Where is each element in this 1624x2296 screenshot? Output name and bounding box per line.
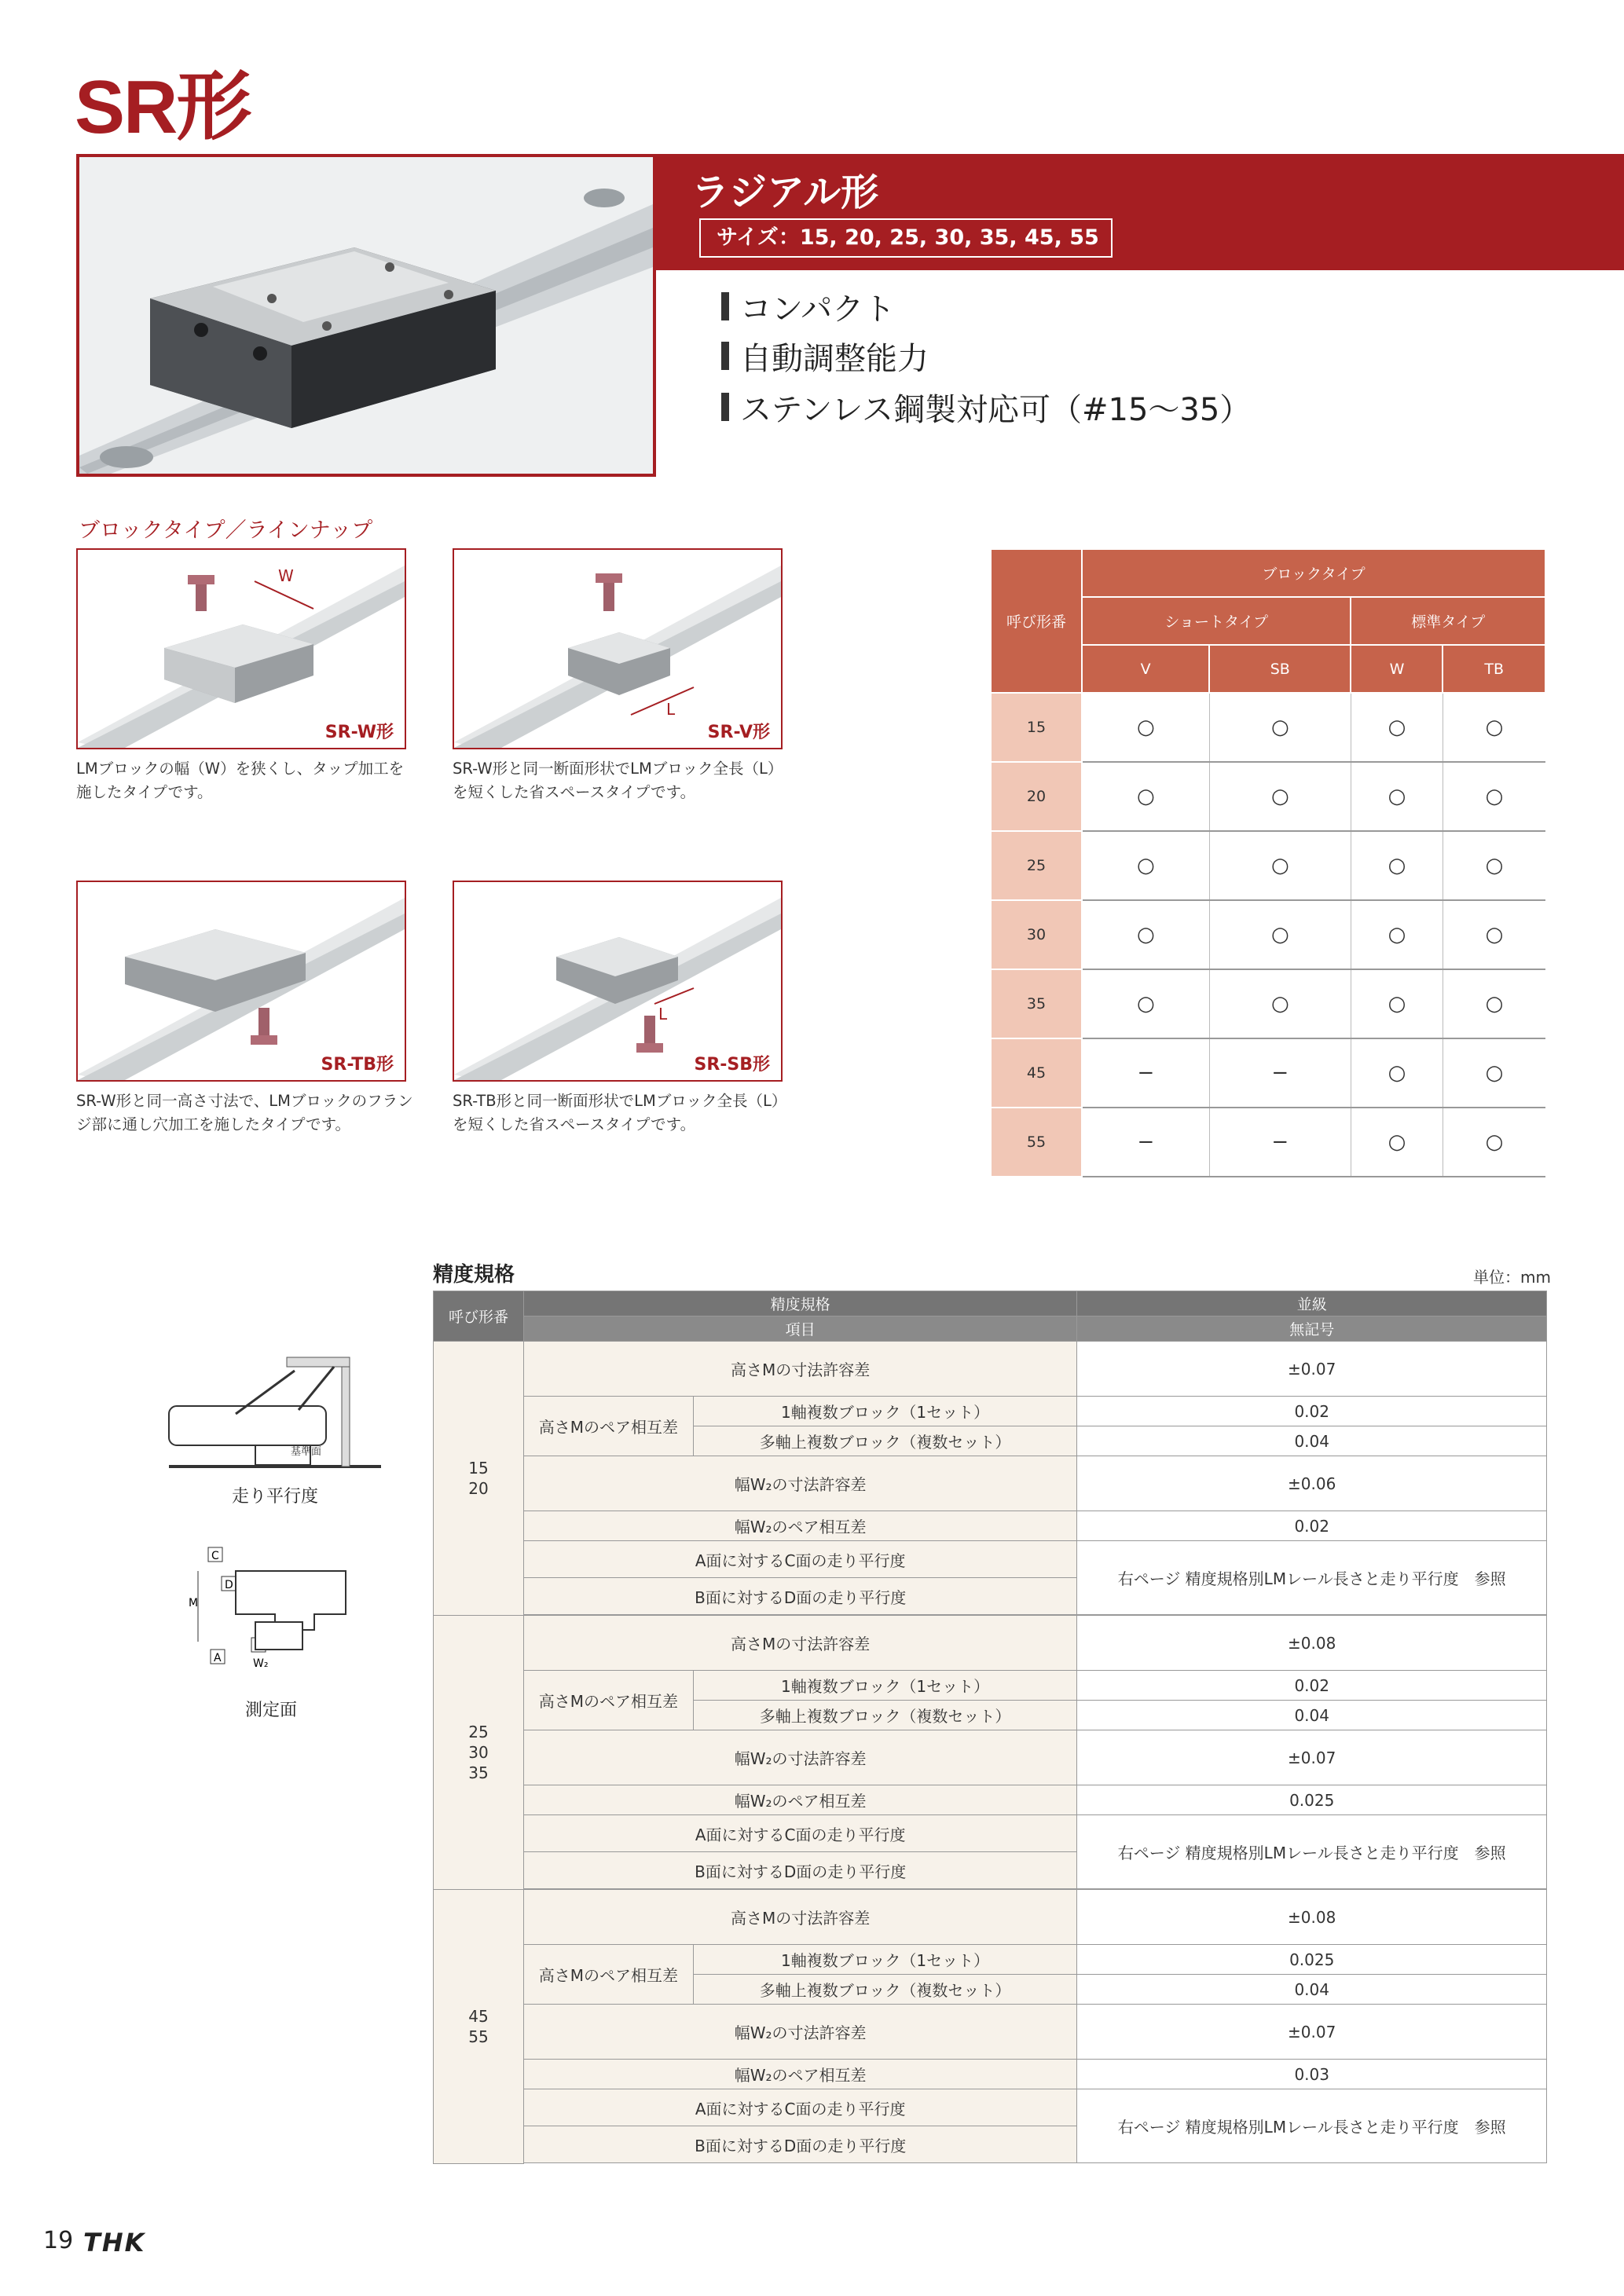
value-cell: 0.04	[1077, 1426, 1547, 1456]
page-number: 19	[43, 2227, 74, 2254]
block-image-sr-v	[453, 548, 783, 749]
item-label: A面に対するC面の走り平行度	[523, 1541, 1076, 1578]
brand-logo: THK	[83, 2228, 146, 2258]
item-label: 幅W₂の寸法許容差	[523, 2005, 1076, 2060]
availability-cell: −	[1209, 1038, 1351, 1108]
value-cell: 0.04	[1077, 1975, 1547, 2005]
block-description: SR-W形と同一高さ寸法で、LMブロックのフランジ部に通し穴加工を施したタイプです。	[76, 1092, 413, 1133]
svg-text:A: A	[214, 1652, 222, 1664]
model-sizes: 15 20	[434, 1342, 524, 1616]
item-label: 多軸上複数ブロック（複数セット）	[693, 1701, 1077, 1730]
availability-cell: ○	[1351, 1108, 1443, 1177]
table-row	[434, 2005, 1547, 2060]
block-label: SR-V形	[707, 723, 770, 742]
table-row	[434, 2089, 1547, 2126]
unit-label: 単位：mm	[1473, 1268, 1551, 1287]
table-row	[991, 831, 1545, 900]
measure-face-figure	[189, 1543, 361, 1680]
value-cell: ±0.08	[1077, 1616, 1547, 1671]
table-row	[434, 1541, 1547, 1578]
block-label: SR-TB形	[321, 1055, 394, 1075]
model-sizes: 45 55	[434, 1890, 524, 2164]
availability-cell: ○	[1351, 969, 1443, 1038]
block-label: SR-W形	[324, 723, 394, 742]
col-header: W	[1351, 645, 1443, 693]
table-row	[434, 1785, 1547, 1815]
block-description: SR-W形と同一断面形状でLMブロック全長（L）を短くした省スペースタイプです。	[453, 760, 783, 801]
item-label: 幅W₂の寸法許容差	[523, 1730, 1076, 1785]
model-sizes: 25 30 35	[434, 1616, 524, 1890]
value-cell: 0.04	[1077, 1701, 1547, 1730]
svg-text:D: D	[225, 1579, 233, 1591]
svg-text:M: M	[189, 1597, 199, 1609]
item-label: 高さMのペア相互差	[523, 1671, 693, 1730]
item-label: 1軸複数ブロック（1セット）	[693, 1945, 1077, 1975]
svg-text:L: L	[666, 700, 676, 719]
size-cell: 30	[991, 900, 1082, 969]
item-label: A面に対するC面の走り平行度	[523, 2089, 1076, 2126]
feature-item: 自動調整能力	[721, 334, 929, 379]
availability-cell: ○	[1209, 762, 1351, 831]
hero-product-image	[76, 154, 656, 477]
item-label: 1軸複数ブロック（1セット）	[693, 1671, 1077, 1701]
availability-cell: ○	[1351, 900, 1443, 969]
value-cell: ±0.07	[1077, 2005, 1547, 2060]
item-label: 高さMの寸法許容差	[523, 1890, 1076, 1945]
group-header: ブロックタイプ	[1082, 549, 1545, 597]
availability-cell: ○	[1443, 1038, 1545, 1108]
table-row	[434, 1511, 1547, 1541]
value-cell: 0.025	[1077, 1945, 1547, 1975]
item-label: 幅W₂のペア相互差	[523, 2060, 1076, 2089]
item-label: 高さMの寸法許容差	[523, 1342, 1076, 1397]
availability-cell: ○	[1443, 831, 1545, 900]
size-cell: 45	[991, 1038, 1082, 1108]
value-cell: 0.025	[1077, 1785, 1547, 1815]
item-label: B面に対するD面の走り平行度	[523, 2126, 1076, 2163]
table-row	[434, 1890, 1547, 1945]
table-row	[991, 762, 1545, 831]
table-row	[434, 1616, 1547, 1671]
table-row	[434, 1945, 1547, 1975]
availability-cell: −	[1082, 1038, 1209, 1108]
item-label: B面に対するD面の走り平行度	[523, 1852, 1076, 1889]
availability-cell: ○	[1082, 969, 1209, 1038]
short-type-header: ショートタイプ	[1082, 597, 1351, 645]
availability-cell: ○	[1443, 969, 1545, 1038]
band-title: ラジアル形	[691, 170, 879, 214]
availability-cell: ○	[1082, 693, 1209, 762]
svg-text:C: C	[211, 1550, 219, 1562]
item-label: 多軸上複数ブロック（複数セット）	[693, 1975, 1077, 2005]
col-header: TB	[1443, 645, 1545, 693]
item-label: 幅W₂のペア相互差	[523, 1511, 1076, 1541]
size-cell: 25	[991, 831, 1082, 900]
spec-header: 精度規格	[523, 1291, 1076, 1316]
item-label: 幅W₂の寸法許容差	[523, 1456, 1076, 1511]
value-cell: ±0.08	[1077, 1890, 1547, 1945]
item-header: 項目	[523, 1316, 1076, 1342]
table-row	[434, 1342, 1547, 1397]
block-image-sr-sb	[453, 881, 783, 1082]
run-parallel-caption: 走り平行度	[232, 1487, 319, 1507]
size-cell: 20	[991, 762, 1082, 831]
reference-note: 右ページ 精度規格別LMレール長さと走り平行度 参照	[1077, 2089, 1547, 2163]
block-label: SR-SB形	[694, 1055, 770, 1075]
table-row	[991, 969, 1545, 1038]
block-description: SR-TB形と同一断面形状でLMブロック全長（L）を短くした省スペースタイプです。	[453, 1092, 787, 1133]
item-label: 多軸上複数ブロック（複数セット）	[693, 1426, 1077, 1456]
svg-text:基準面: 基準面	[291, 1446, 322, 1458]
value-cell: 0.03	[1077, 2060, 1547, 2089]
precision-table	[433, 1291, 1547, 2164]
availability-cell: ○	[1209, 693, 1351, 762]
model-header: 呼び形番	[434, 1291, 524, 1342]
value-cell: 0.02	[1077, 1671, 1547, 1701]
availability-cell: ○	[1082, 831, 1209, 900]
item-label: 高さMのペア相互差	[523, 1945, 693, 2005]
item-label: A面に対するC面の走り平行度	[523, 1815, 1076, 1852]
page-title: SR形	[75, 65, 251, 149]
size-cell: 35	[991, 969, 1082, 1038]
availability-cell: −	[1209, 1108, 1351, 1177]
block-image-sr-tb	[76, 881, 406, 1082]
block-image-sr-w	[76, 548, 406, 749]
availability-cell: ○	[1351, 1038, 1443, 1108]
reference-note: 右ページ 精度規格別LMレール長さと走り平行度 参照	[1077, 1815, 1547, 1889]
value-cell: ±0.07	[1077, 1730, 1547, 1785]
svg-text:W: W	[278, 566, 294, 585]
availability-cell: ○	[1443, 1108, 1545, 1177]
table-row	[991, 1108, 1545, 1177]
item-label: B面に対するD面の走り平行度	[523, 1578, 1076, 1615]
col-header: SB	[1209, 645, 1351, 693]
availability-cell: ○	[1209, 831, 1351, 900]
size-cell: 55	[991, 1108, 1082, 1177]
availability-cell: ○	[1082, 762, 1209, 831]
item-label: 1軸複数ブロック（1セット）	[693, 1397, 1077, 1426]
col-header: V	[1082, 645, 1209, 693]
run-parallel-figure	[153, 1335, 389, 1472]
lineup-table	[990, 548, 1546, 1177]
svg-text:W₂: W₂	[253, 1657, 269, 1670]
availability-cell: ○	[1351, 762, 1443, 831]
availability-cell: ○	[1443, 762, 1545, 831]
value-cell: ±0.06	[1077, 1456, 1547, 1511]
lineup-section-label: ブロックタイプ／ラインナップ	[79, 518, 373, 543]
item-label: 高さMのペア相互差	[523, 1397, 693, 1456]
measure-face-caption: 測定面	[245, 1701, 298, 1720]
feature-item: コンパクト	[721, 284, 895, 329]
table-row	[991, 693, 1545, 762]
availability-cell: ○	[1443, 900, 1545, 969]
table-row	[434, 1815, 1547, 1852]
value-cell: 0.02	[1077, 1397, 1547, 1426]
availability-cell: ○	[1351, 693, 1443, 762]
availability-cell: ○	[1443, 693, 1545, 762]
size-cell: 15	[991, 693, 1082, 762]
availability-cell: ○	[1082, 900, 1209, 969]
table-row	[434, 1730, 1547, 1785]
precision-title: 精度規格	[433, 1263, 515, 1287]
grade-header: 並級	[1077, 1291, 1547, 1316]
availability-cell: ○	[1351, 831, 1443, 900]
table-row	[434, 1671, 1547, 1701]
standard-type-header: 標準タイプ	[1351, 597, 1545, 645]
table-row	[991, 900, 1545, 969]
size-label: サイズ：15, 20, 25, 30, 35, 45, 55	[699, 218, 1113, 258]
item-label: 高さMの寸法許容差	[523, 1616, 1076, 1671]
availability-cell: ○	[1209, 969, 1351, 1038]
availability-cell: ○	[1209, 900, 1351, 969]
item-label: 幅W₂のペア相互差	[523, 1785, 1076, 1815]
reference-note: 右ページ 精度規格別LMレール長さと走り平行度 参照	[1077, 1541, 1547, 1615]
value-cell: ±0.07	[1077, 1342, 1547, 1397]
feature-item: ステンレス鋼製対応可（#15〜35）	[721, 385, 1251, 430]
table-row	[434, 2060, 1547, 2089]
grade-sub-header: 無記号	[1077, 1316, 1547, 1342]
value-cell: 0.02	[1077, 1511, 1547, 1541]
table-row	[991, 1038, 1545, 1108]
table-row	[434, 1456, 1547, 1511]
svg-text:L: L	[658, 1005, 668, 1023]
block-description: LMブロックの幅（W）を狭くし、タップ加工を施したタイプです。	[76, 760, 405, 801]
rowhead: 呼び形番	[991, 549, 1082, 693]
availability-cell: −	[1082, 1108, 1209, 1177]
table-row	[434, 1397, 1547, 1426]
